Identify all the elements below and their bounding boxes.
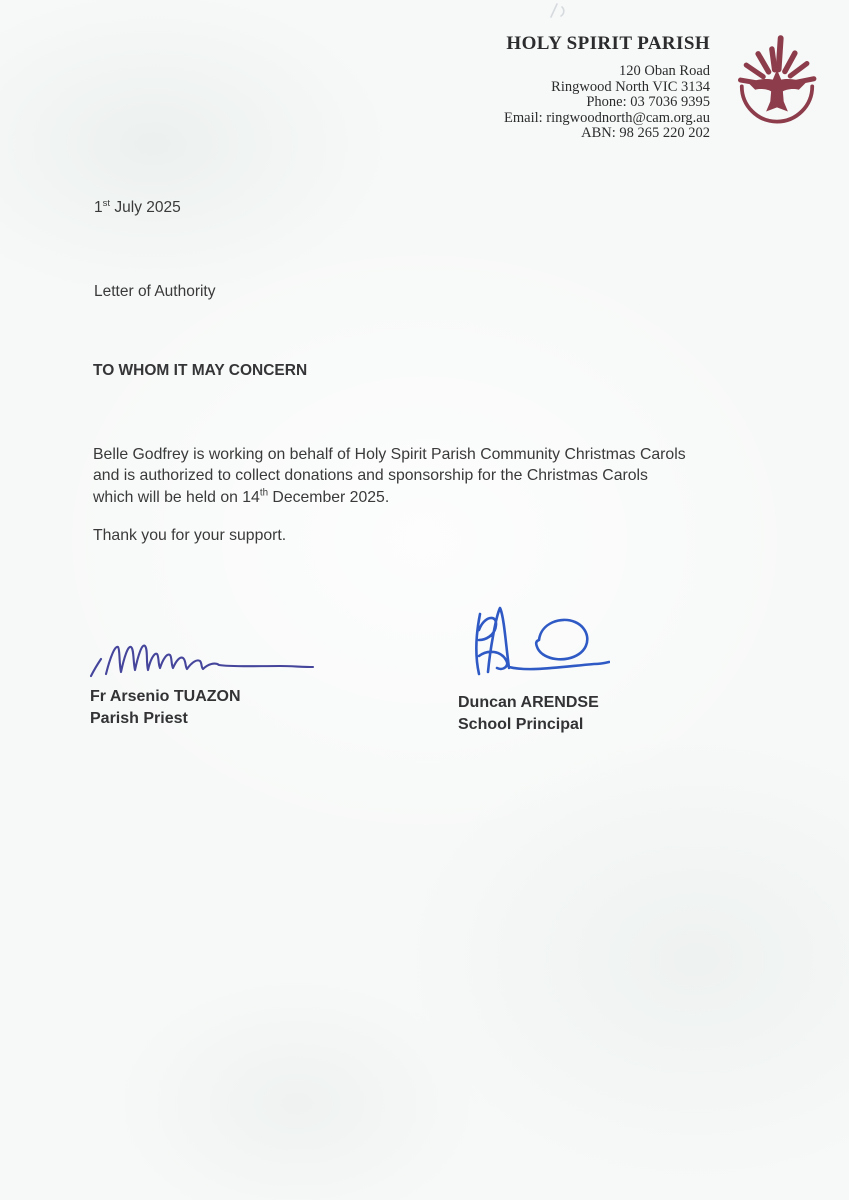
left-signatory-name: Fr Arsenio TUAZON xyxy=(90,688,241,705)
closing-line: Thank you for your support. xyxy=(93,527,287,544)
date-line xyxy=(94,199,181,217)
address-line-2: Ringwood North VIC 3134 xyxy=(551,78,710,95)
pencil-scan-artifact xyxy=(548,1,578,21)
parish-logo xyxy=(735,31,819,135)
phone-line: Phone: 03 7036 9395 xyxy=(586,94,710,111)
email-line: Email: ringwoodnorth@cam.org.au xyxy=(504,109,710,126)
left-signatory xyxy=(90,686,241,729)
right-signatory xyxy=(458,692,599,735)
dove-rays-logo-icon xyxy=(735,31,819,135)
date-rest: July 2025 xyxy=(110,199,181,216)
body-paragraph xyxy=(93,444,686,508)
letterhead xyxy=(504,33,710,142)
address-line-1: 120 Oban Road xyxy=(618,63,710,79)
duncan-signature xyxy=(460,594,610,688)
abn-line: ABN: 98 265 220 202 xyxy=(581,125,710,142)
body-line-1: Belle Godfrey is working on behalf of Holy Spirit Parish Community Christmas Carols xyxy=(93,446,686,463)
org-name: HOLY SPIRIT PARISH xyxy=(506,33,710,54)
date-day: 1 xyxy=(94,199,103,216)
right-signatory-title: School Principal xyxy=(458,715,584,733)
body-line-3: which will be held on 14th December 2025. xyxy=(93,487,390,506)
body-line-2: and is authorized to collect donations and sponsorship for the Christmas Carols xyxy=(93,467,648,485)
arsenio-signature xyxy=(88,628,316,684)
body-ordinal: th xyxy=(259,487,269,499)
right-signatory-name: Duncan ARENDSE xyxy=(458,694,599,711)
left-signatory-title: Parish Priest xyxy=(90,709,188,727)
salutation: TO WHOM IT MAY CONCERN xyxy=(93,362,308,379)
subject-line: Letter of Authority xyxy=(94,283,216,300)
date-ordinal: st xyxy=(102,197,111,209)
